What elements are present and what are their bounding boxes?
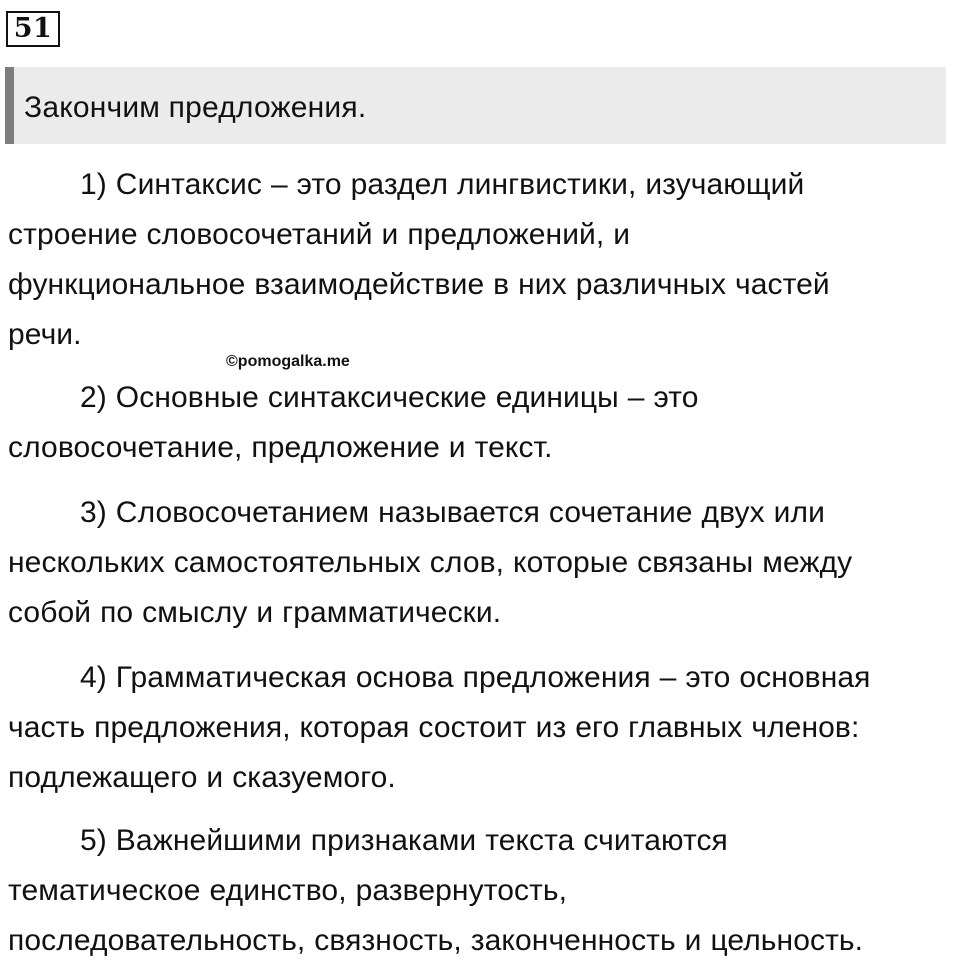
answer-3-line-3: собой по смыслу и грамматически. [8, 596, 502, 629]
answer-1-line-4: речи. [8, 318, 82, 351]
answer-1 [8, 160, 958, 360]
answer-4-line-1: 4) Грамматическая основа предложения – это основная [80, 661, 871, 694]
answer-2-line-1: 2) Основные синтаксические единицы – это [80, 381, 699, 414]
answer-5 [8, 816, 958, 966]
answer-3-line-2: нескольких самостоятельных слов, которые связаны между [8, 546, 853, 579]
answer-1-line-3: функциональное взаимодействие в них различных частей [8, 268, 830, 301]
answer-4-line-3: подлежащего и сказуемого. [8, 761, 396, 794]
answer-1-line-2: строение словосочетаний и предложений, и [8, 218, 631, 251]
task-number: 51 [6, 11, 60, 47]
answer-1-line-1: 1) Синтаксис – это раздел лингвистики, изучающий [80, 168, 805, 201]
answer-4 [8, 653, 958, 803]
watermark: ©pomogalka.me [226, 353, 350, 370]
answer-5-line-2: тематическое единство, развернутость, [8, 874, 568, 907]
answer-5-line-3: последовательность, связность, законченность и цельность. [8, 924, 864, 957]
answer-2-line-2: словосочетание, предложение и текст. [8, 431, 553, 464]
answer-3 [8, 488, 958, 638]
answer-2 [8, 373, 958, 473]
task-instruction: Закончим предложения. [5, 67, 946, 144]
answer-4-line-2: часть предложения, которая состоит из его главных членов: [8, 711, 860, 744]
answer-3-line-1: 3) Словосочетанием называется сочетание двух или [80, 496, 825, 529]
answer-5-line-1: 5) Важнейшими признаками текста считаются [80, 824, 728, 857]
